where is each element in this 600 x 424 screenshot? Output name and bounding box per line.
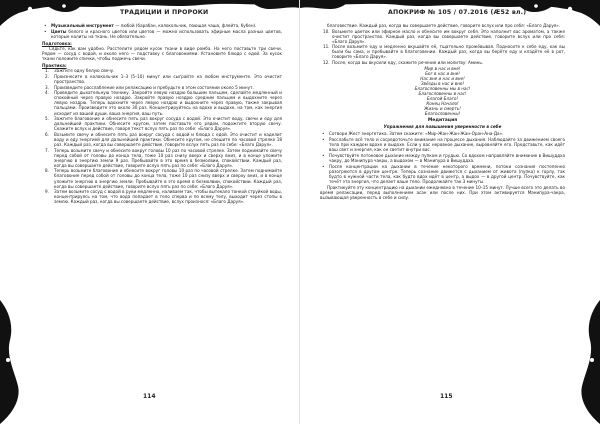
step-text: Проведите дыхательную технику. Закройте левую ноздрю большим пальцем, сделайте медленный и спокойный через правую ноздрю. Закройте правую ноздрю средним пальцем и выдохните через левую ноздрю. Теперь вдохните через левую ноздрю и выдохните через правую, также закрывая пальцами. Произведите это около 30 раз. Концентрируйтесь на вдохе и выдохе, на том, как энергия исходит из вашей души, ваша энергия, ваш путь. [54,90,282,116]
step-text: Теперь возьмите свечу и обнесите вокруг головы 10 раз по часовой стрелке. Затем поднимайте свечу перед собой от головы до конца тела, тоже 10 раз снизу вверх и сверху вниз, и в конце уложите энергию в энергию земли 9 раз. Пребывайте в это время в безмолвии, спокойствии. Каждый раз, когда вы совершаете действие, говорите вслух пять раз по себе: «Благо Даруя». [54,147,282,168]
verse-line: Благословенны! [424,111,461,117]
bullet-text: Расслабьте всё тело и сосредоточьте внимание на процессе дыхания. Наблюдайте за движением своего тела при каждом вдохе и выдохе. Если у вас неровное дыхание, выровняйте его. Представьте, как идёт ваш свет и энергия, как он светит внутри вас. [329,136,565,152]
subheading: Подготовка: [42,40,72,46]
step-number: 1. [45,68,49,74]
step-number: 2. [45,74,49,80]
paragraph: Сядьте, как вам удобно. Расстелите рядом кусок ткани в виде ромба. На него поставьте три свечи. Рядом — сосуд с водой, и около него — подставку с благовониями. Установите блюдо с едой. За кусок ткани положите спички, чтобы поджечь свечи. [42,46,282,62]
verse-line: Звёзды в нас и вне! [420,80,465,86]
bullet-text: белого и красного цветов или цветов — можно использовать эфирные масла разных цветов, которые налиты на ткань. Не обязательно. [51,29,282,40]
step-text: Теперь возьмите благовоние и обнесите вокруг головы 10 раз по часовой стрелке. Затем поднимайте благовоние перед собой от головы до конца тела, тоже 10 раз снизу вверх и сверху вниз, и в конце уложите энергию в энергию земли. Пребывайте в это время в безмолвии, спокойствии. Каждый раз, когда вы совершаете действие, говорите вслух пять раз по себе: «Благо Даруя». [54,168,282,189]
numbered-step [42,168,282,188]
bullet-text: — любой (барабан, колокольчик, поющая чаша, флейта, бубен). [113,23,257,28]
right-page-number: 115 [440,393,453,400]
step-number: 10. [323,28,330,34]
section-title: Медитация [427,118,458,124]
numbered-step [320,44,565,59]
left-page-number: 114 [143,393,156,400]
step-number: 11. [323,44,330,50]
step-text: Затем возьмите сосуд с водой в руки медленно, наливаем так, чтобы вытекало тонкой струйкой воды, концентрируясь на том, что вода попадает в тело сперва и по всему телу, выходит через стопы в землю. Каждый раз, когда вы совершаете действие, вслух произнося: «Благо Даруя». [54,189,282,205]
step-number: 8. [45,168,49,174]
step-number: 7. [45,147,49,153]
step-text: Произнесите в колокольчик 1–3 (5–10) минут или сыграйте на любом инструменте. Это очистит пространство. [54,74,282,85]
numbered-step [42,148,282,168]
bullet-marker: • [322,152,325,158]
numbered-step [42,85,282,90]
numbered-step [42,68,282,73]
bullet-text: Сотвори Жест энергетика. Затем скажите: «Мир-Жан-Жан-Жан-Оран-Ана-Да». [329,130,504,136]
step-number: 3. [45,84,49,90]
bullet-lead: Цветы [51,29,67,35]
bullet-marker: • [322,130,325,136]
bullet-lead: Музыкальный инструмент [51,23,114,28]
step-text: Зажгите одну белую свечу. [54,68,115,74]
verse-line: Благой Благо! [426,95,459,101]
paragraph: Практикуйте эту концентрацию на дыхании ежедневно в течение 10–15 минут. Лучше всего это делать во время релаксации, перед выполнением асан или после них. При этом активируется Манипура-чакра, вызывающая уверенность в себе и силу. [320,185,565,201]
bullet-item [42,29,282,39]
bullet-item [320,153,565,163]
numbered-step [42,189,282,204]
step-text: После, когда вы вкусили еду, скажите речение или молитву: Аминь. [332,60,484,66]
bullet-text: Почувствуйте потоковое дыхание между пупком и грудью. Со вдохом направляйте внимание в Вишуддха чакру, до Манипура чакры, а выдохом — в Манипура в Вишуддха. [329,152,565,163]
side-ornament-right [578,300,600,424]
numbered-step [320,60,565,65]
step-number: 5. [45,116,49,122]
numbered-step [320,29,565,44]
bullet-marker: • [322,136,325,142]
bullet-text: После концентрации на дыхании в течение некоторого времени, потоки сознания постепенно разогреются в другом центре. Теперь сознание движется с дыханием от живота (пупка) к горлу, так будто в нужной части тела, как будто вдох идёт в центр, а выдох — в другой центр. Почувствуйте, как течёт эта энергия, что делает ваше тело. Продолжайте так 3 минуты. [329,164,565,185]
numbered-step [42,116,282,131]
verse-line: Жизнь и смерть! [424,106,461,112]
verse-line: Благословенны мы в нас! [414,85,471,91]
numbered-step [42,90,282,115]
step-text: Зажгите благовоние и обнесите пять раз вокруг сосуда с водой. Это очистит воду, свечи и еду для дальнейшей практики. Обнесите кругом, затем поставьте его рядом, подожгите вторую свечу. Скажите вслух и действие, говоря текст вслух пять раз по себе: «Благо Даруя». [54,116,282,132]
side-ornament-left [0,300,22,424]
step-text: Произведите расслабление или релаксацию и пребудьте в этом состоянии около 5 минут. [54,84,254,90]
bullet-marker: • [44,23,47,28]
verse-line: Конец Начало! [426,100,459,106]
numbered-step [42,74,282,84]
bullet-item [320,164,565,184]
section-subtitle: Упражнения для повышения уверенности в себе [383,123,502,129]
verse-line: Мир в нас и вне! [424,65,461,71]
verse-line: Нас вне и нас и вне! [420,75,465,81]
right-body-text [320,23,565,201]
subheading: Практика: [42,62,67,68]
step-number: 6. [45,131,49,137]
left-body-text [42,23,282,205]
paragraph: благовествие. Каждый раз, когда вы совершаете действие, говорите вслух или про себя: «Благо Даруя». [327,23,561,28]
step-number: 4. [45,90,49,96]
bullet-marker: • [44,29,47,35]
step-text: Возьмите свечу и обнесите пять раз вокруг сосуда с водой и блюда с едой. Это очистит и наделит воду и еду энергией для дальнейшей практики. Обнесите кругом, не спешите по часовой стрелке 18 раз. Каждый раз, когда вы совершаете действие, говорите вслух пять раз по себе: «Благо Даруя». [54,131,282,147]
step-number: 9. [45,189,49,195]
right-running-head: АПОКРИФ № 105 / 07.2016 (Æ52 вл.) [388,9,527,16]
bullet-item [42,23,282,28]
verse-line: Благословенны в нас! [418,90,467,96]
left-running-head: ТРАДИЦИИ И ПРОРОКИ [120,9,209,16]
step-text: После возьмите еду и медленно вкушайте её, тщательно прожёвывая. Подносите к себе еду, как вы были бы сама, и пребывайте в благоговении. Каждый раз, когда вы берёте еду и кладёте её в рот, говорите «Благо Даруя». [332,44,565,60]
step-text: Возьмите цветок или эфирное масло и обнесите им вокруг себя. Это наполнит вас ароматом, а также очистит пространство. Каждый раз, когда вы совершаете действие, говорите вслух или про себя: «Благо Даруя». [332,28,565,44]
bullet-item [320,137,565,152]
verse-line: Бог в нас и вне! [425,70,460,76]
bullet-marker: • [322,164,325,169]
step-number: 12. [323,60,330,66]
right-page [300,0,600,424]
numbered-step [42,132,282,147]
bullet-item [320,131,565,136]
